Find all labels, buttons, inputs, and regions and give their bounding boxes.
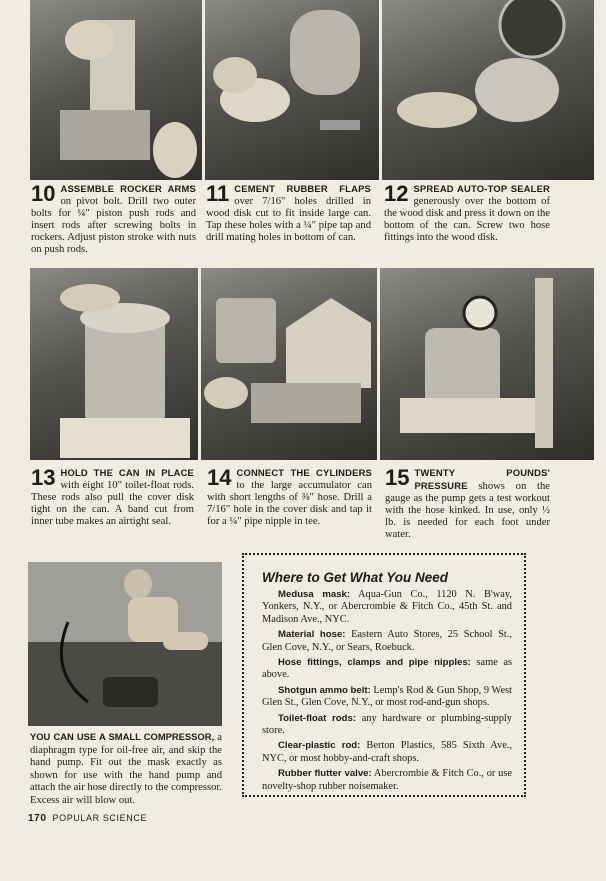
source-entry — [262, 713, 512, 738]
photo-hold-can-in-place — [30, 268, 198, 460]
caption-heading: CEMENT RUBBER FLAPS — [234, 183, 371, 194]
step-number: 11 — [206, 181, 230, 206]
source-label: Shotgun ammo belt: — [278, 684, 371, 696]
caption-body: over 7/16" holes drilled in wood disk cut to fit inside large can. Tap these holes with a ¼" pipe tap and drill mating holes in bottom of can. — [206, 196, 371, 243]
photo-auto-top-sealer — [382, 0, 594, 180]
caption-step-12 — [384, 183, 550, 244]
caption-body: with eight 10" toilet-float rods. These rods also pull the cover disk tight on the can. A band cut from inner tube makes an airtight seal. — [31, 480, 194, 527]
magazine-name: POPULAR SCIENCE — [52, 813, 148, 823]
caption-heading: YOU CAN USE A SMALL COMPRESSOR, — [30, 731, 215, 742]
source-label: Rubber flutter valve: — [278, 768, 372, 780]
source-text: Berton Plastics, 585 Sixth Ave., NYC, or most hobby-and-craft shops. — [262, 740, 512, 764]
source-text: Eastern Auto Stores, 25 School St., Glen Cove, N.Y., or Sears, Roebuck. — [262, 629, 513, 653]
source-label: Clear-plastic rod: — [278, 740, 361, 752]
source-entry — [262, 740, 512, 765]
photo-art — [380, 268, 594, 460]
page-number: 170 — [28, 813, 47, 824]
caption-heading: TWENTY POUNDS' PRESSURE — [414, 467, 550, 491]
step-number: 15 — [385, 465, 410, 490]
caption-heading: ASSEMBLE ROCKER ARMS — [60, 183, 196, 194]
photo-connect-cylinders — [201, 268, 377, 460]
source-entry — [262, 768, 512, 793]
caption-step-14 — [207, 467, 372, 528]
source-text: Lemp's Rod & Gun Shop, 9 West Glen St., Glen Cove, N.Y., or most rod-and-gun shops. — [262, 684, 512, 709]
caption-small-compressor — [30, 731, 222, 808]
sources-title: Where to Get What You Need — [262, 570, 449, 585]
source-text: Aqua-Gun Co., 1120 N. B'way, Yonkers, N.Y., or Abercrombie & Fitch Co., 45th St. and Madison Ave., NYC. — [262, 589, 512, 625]
photo-small-compressor — [28, 562, 222, 726]
step-number: 13 — [31, 465, 56, 490]
caption-step-15 — [385, 467, 550, 541]
source-entry — [262, 589, 512, 626]
photo-art — [201, 268, 377, 460]
sources-box — [242, 553, 526, 797]
page-footer — [28, 813, 147, 824]
photo-art — [30, 268, 198, 460]
caption-heading: CONNECT THE CYLINDERS — [236, 467, 372, 478]
caption-step-11 — [206, 183, 371, 244]
step-number: 14 — [207, 465, 232, 490]
source-entry — [262, 685, 512, 710]
photo-twenty-pounds-pressure — [380, 268, 594, 460]
photo-assemble-rocker-arms — [30, 0, 202, 180]
source-entry — [262, 657, 512, 682]
source-label: Material hose: — [278, 629, 346, 641]
caption-step-13 — [31, 467, 194, 528]
source-label: Toilet-float rods: — [278, 712, 357, 724]
photo-art — [382, 0, 594, 180]
photo-art — [28, 562, 222, 726]
photo-cement-rubber-flaps — [205, 0, 379, 180]
source-label: Hose fittings, clamps and pipe nipples: — [278, 657, 471, 669]
source-text: Abercrombie & Fitch Co., or use novelty-shop rubber noisemaker. — [262, 768, 512, 792]
source-entry — [262, 629, 512, 654]
caption-step-10 — [31, 183, 196, 256]
photo-art — [30, 0, 202, 180]
step-number: 12 — [384, 181, 409, 206]
caption-heading: HOLD THE CAN IN PLACE — [60, 467, 194, 478]
caption-heading: SPREAD AUTO-TOP SEALER — [413, 183, 550, 194]
caption-body: on pivot bolt. Drill two outer bolts for ¼" piston push rods and insert rods after screwing bolts in rockers. Adjust piston stroke with nuts on push rods. — [31, 196, 196, 255]
source-text: any hardware or plumbing-supply store. — [262, 712, 512, 737]
step-number: 10 — [31, 181, 56, 206]
source-label: Medusa mask: — [278, 589, 351, 600]
caption-body: to the large accumulator can with short lengths of ⅜" hose. Drill a 7/16" hole in the cover disk and tap it for a ¼" pipe nipple in tee. — [207, 480, 372, 527]
caption-body: generously over the bottom of the wood disk and press it down on the bottom of the can. Screw two hose fittings into the wood disk. — [384, 196, 550, 243]
photo-art — [205, 0, 379, 180]
caption-body: a diaphragm type for oil-free air, and skip the hand pump. Fit out the mask exactly as shown for use with the hand pump and attach the air hose directly to the compressor. Excess air will blow out. — [30, 732, 222, 806]
source-text: same as above. — [262, 657, 513, 681]
caption-body: shows on the gauge as the pump gets a test workout with the hose kinked. In use, only ½ lb. is needed for each foot under water. — [385, 481, 550, 540]
